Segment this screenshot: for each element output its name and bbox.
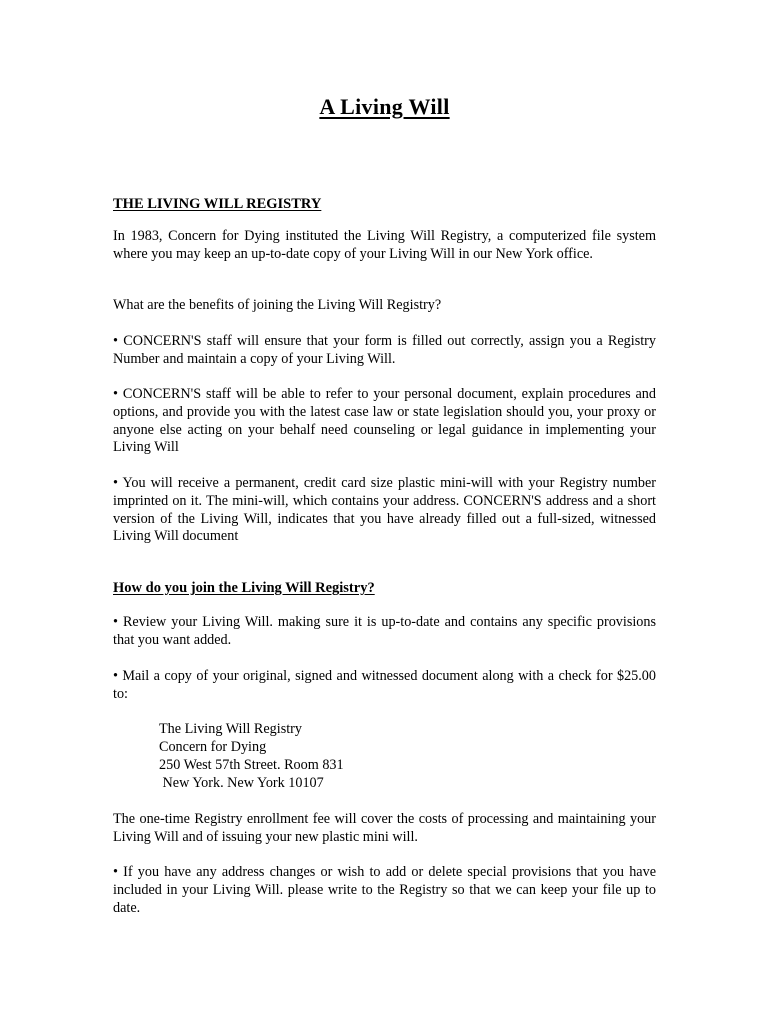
fee-note: The one-time Registry enrollment fee will cover the costs of processing and maintaining your Living Will and of issuing your new plastic mini will. [113,811,656,845]
intro-paragraph: In 1983, Concern for Dying instituted the Living Will Registry, a computerized file system where you may keep an up-to-date copy of your Living Will in our New York office. [113,228,656,262]
address-line: The Living Will Registry [159,721,302,737]
address-line: New York. New York 10107 [159,775,324,791]
address-line: Concern for Dying [159,739,267,755]
join-step: • Mail a copy of your original, signed and witnessed document along with a check for $25.00 to: [113,668,656,702]
section-heading-registry: THE LIVING WILL REGISTRY [113,196,322,212]
benefits-question: What are the benefits of joining the Living Will Registry? [113,297,442,313]
benefit-item: • You will receive a permanent, credit card size plastic mini-will with your Registry number imprinted on it. The mini-will, which contains your address. CONCERN'S address and a short version of the Living Will, indicates that you have already filled out a full-sized, witnessed Living Will document [113,475,656,545]
address-line: 250 West 57th Street. Room 831 [159,757,344,773]
document-title: A Living Will [319,94,450,119]
changes-note: • If you have any address changes or wish to add or delete special provisions that you have included in your Living Will. please write to the Registry so that we can keep your file up to date. [113,864,656,916]
benefit-item: • CONCERN'S staff will ensure that your form is filled out correctly, assign you a Registry Number and maintain a copy of your Living Will. [113,333,656,367]
section-heading-join: How do you join the Living Will Registry? [113,580,375,596]
join-step: • Review your Living Will. making sure it is up-to-date and contains any specific provisions that you want added. [113,614,656,648]
benefit-item: • CONCERN'S staff will be able to refer to your personal document, explain procedures and options, and provide you with the latest case law or state legislation should you, your proxy or anyone else acting on your behalf need counseling or legal guidance in implementing your Living Will [113,386,656,456]
mailing-address [159,720,344,792]
